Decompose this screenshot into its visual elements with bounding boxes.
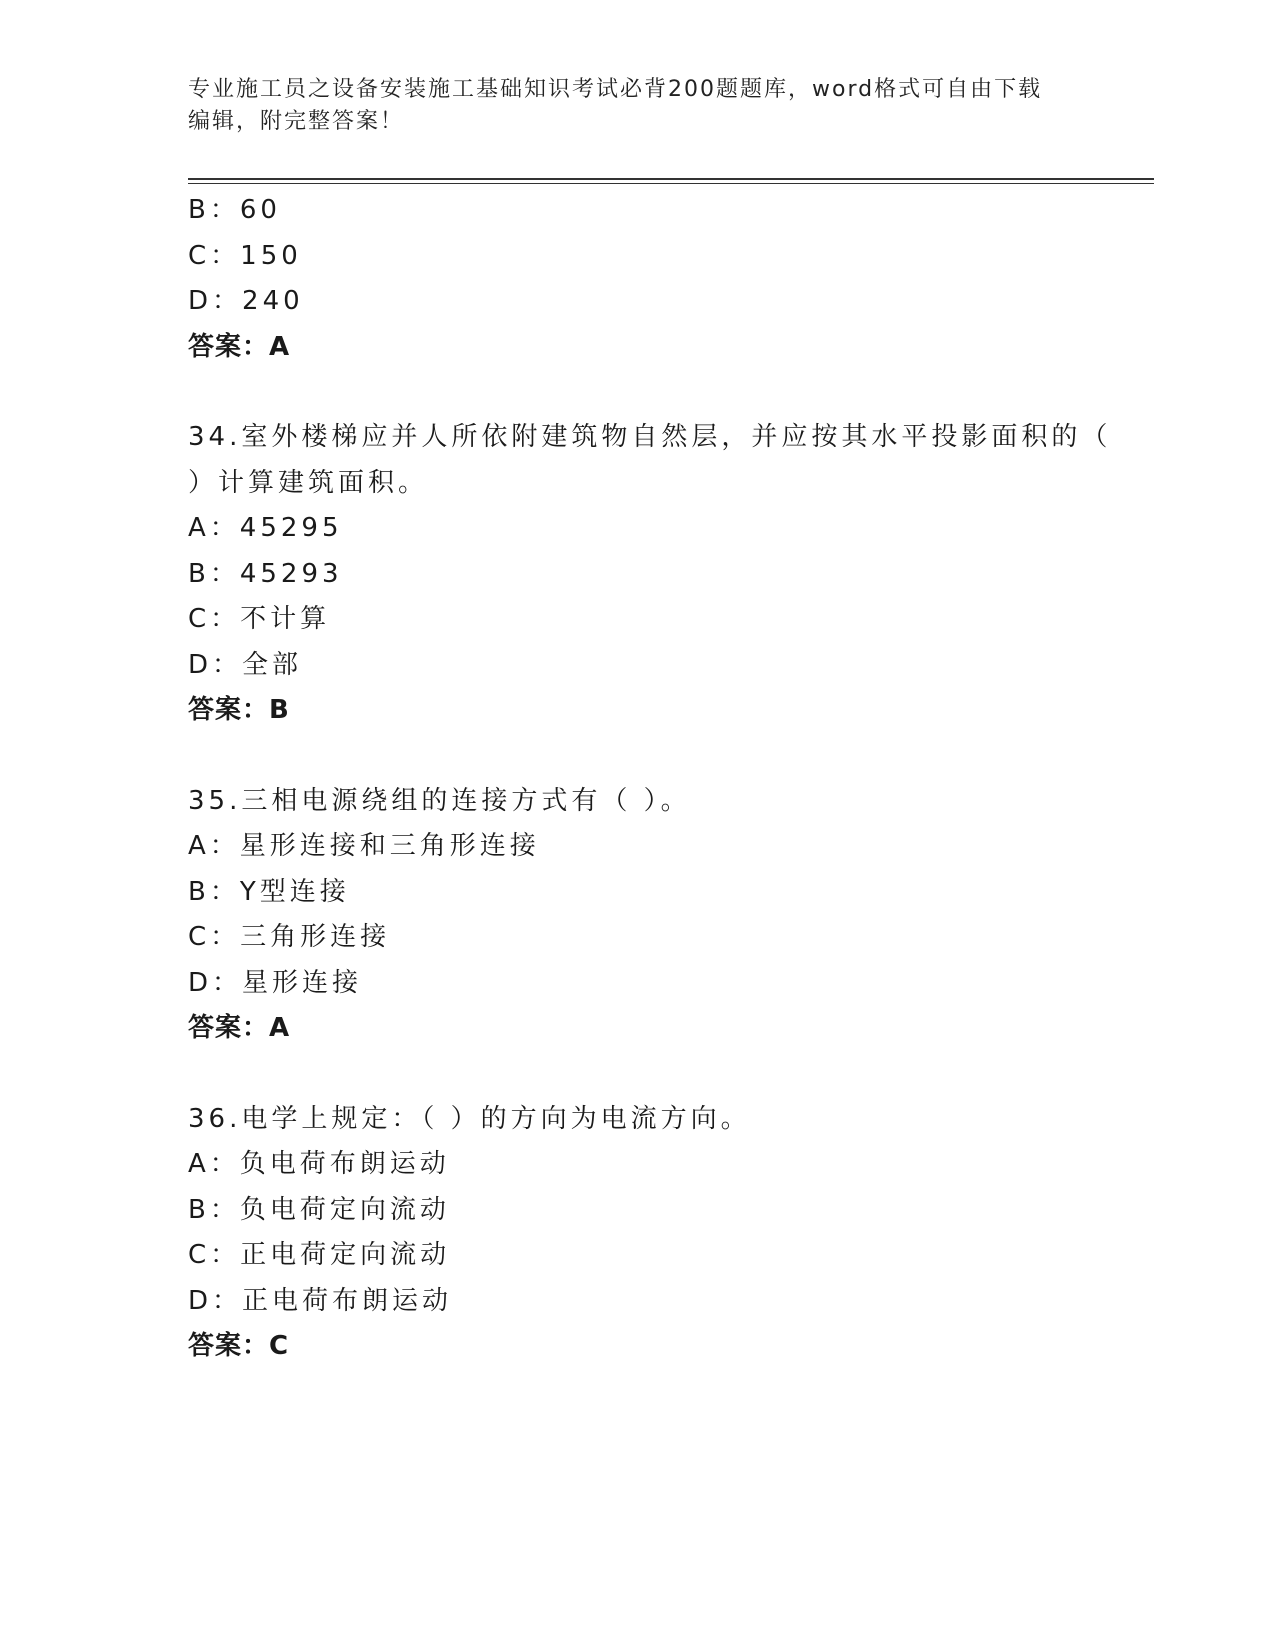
header-divider-thick: [188, 178, 1154, 180]
option-b: B：60: [188, 195, 281, 225]
question-stem-line-1: 34.室外楼梯应并人所依附建筑物自然层，并应按其水平投影面积的（: [188, 422, 1112, 452]
question-34: [188, 415, 1112, 734]
option-b: B：负电荷定向流动: [188, 1194, 450, 1225]
option-d: D：正电荷布朗运动: [188, 1285, 453, 1316]
header-line-2: 编辑，附完整答案！: [188, 109, 405, 134]
question-content: [188, 188, 1112, 1370]
option-a: A：45295: [188, 513, 343, 543]
option-d: D：星形连接: [188, 967, 363, 998]
answer: 答案：A: [188, 1013, 291, 1043]
answer: 答案：A: [188, 331, 291, 362]
option-b: B：Y型连接: [188, 876, 350, 907]
document-header: [188, 74, 1068, 138]
header-divider-thin: [188, 183, 1154, 184]
option-c: C：不计算: [188, 604, 331, 634]
question-stem-line-2: ）计算建筑面积。: [188, 467, 429, 498]
option-d: D：全部: [188, 649, 303, 680]
option-c: C：正电荷定向流动: [188, 1240, 451, 1270]
option-d: D：240: [188, 286, 304, 316]
option-c: C：150: [188, 240, 302, 271]
question-stem-line-1: 36.电学上规定：（ ）的方向为电流方向。: [188, 1103, 751, 1134]
spacer: [188, 1052, 1088, 1097]
question-stem-line-1: 35.三相电源绕组的连接方式有（ ）。: [188, 785, 691, 816]
option-b: B：45293: [188, 558, 343, 589]
question-33: [188, 188, 1088, 370]
spacer: [188, 370, 1088, 415]
question-35: [188, 779, 1088, 1052]
question-36: [188, 1097, 1088, 1370]
answer: 答案：C: [188, 1331, 290, 1361]
spacer: [188, 734, 1088, 779]
answer: 答案：B: [188, 695, 290, 725]
header-line-1: 专业施工员之设备安装施工基础知识考试必背200题题库，word格式可自由下载: [188, 77, 1043, 102]
option-a: A：负电荷布朗运动: [188, 1149, 450, 1179]
option-a: A：星形连接和三角形连接: [188, 831, 540, 861]
option-c: C：三角形连接: [188, 922, 391, 952]
